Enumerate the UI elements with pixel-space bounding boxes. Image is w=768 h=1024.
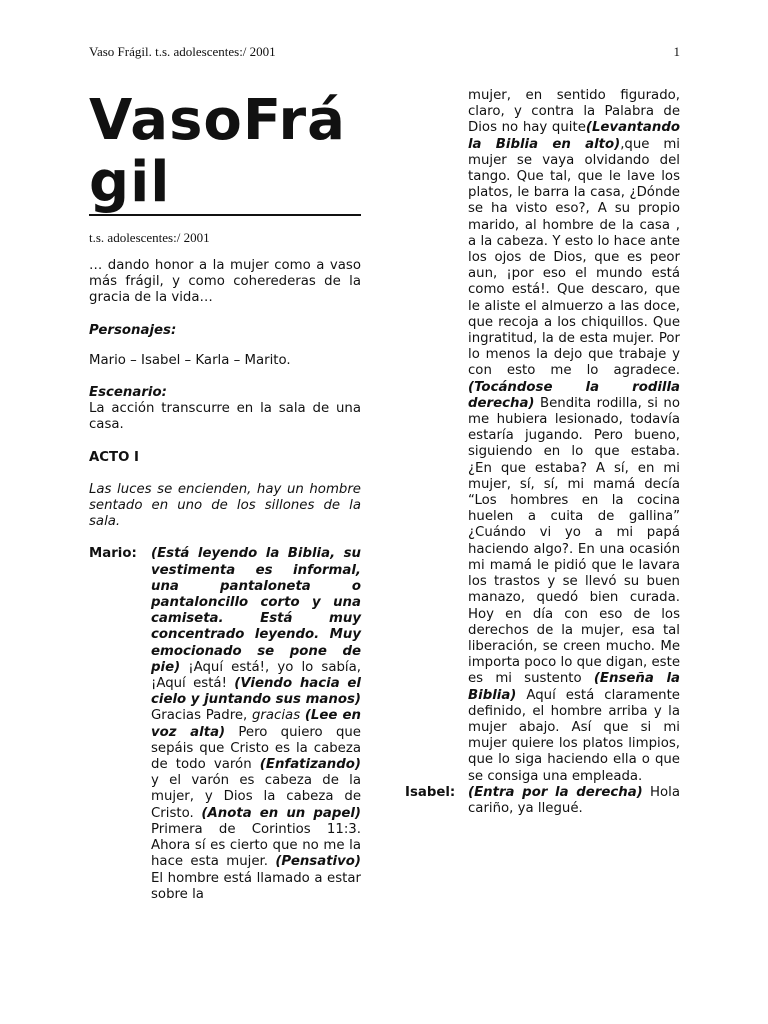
subtitle: t.s. adolescentes:/ 2001 xyxy=(89,230,210,245)
page-number: 1 xyxy=(673,44,680,59)
right-column xyxy=(405,88,680,817)
isabel-speech xyxy=(405,785,680,817)
escenario-text: La acción transcurre en la sala de una casa. xyxy=(89,401,361,433)
escenario-heading: Escenario: xyxy=(89,385,167,401)
stage-direction: Las luces se encienden, hay un hombre sentado en uno de los sillones de la sala. xyxy=(89,481,361,530)
speaker-mario: Mario: xyxy=(89,546,137,562)
personajes-list: Mario – Isabel – Karla – Marito. xyxy=(89,352,291,368)
isabel-speech-text: (Entra por la derecha) Hola cariño, ya llegué. xyxy=(468,784,681,816)
mario-speech-text: (Está leyendo la Biblia, su vestimenta es informal, una pantaloneta o pantaloncillo corto y una camiseta. Está muy concentrado leyendo. Muy emocionado se pone de pie) ¡Aquí está!, yo lo sabía, ¡Aquí está! (Viendo hacia el cielo y juntando sus manos) Gracias Padre, gracias (Lee en voz alta) Pero quiero que sepáis que Cristo es la cabeza de todo varón (Enfatizando) y el varón es cabeza de la mujer, y Dios la cabeza de Cristo. (Anota en un papel) Primera de Corintios 11:3. Ahora sí es cierto que no me la hace esta mujer. (Pensativo) El hombre está llamado a estar sobre la xyxy=(151,546,361,902)
mario-speech-continued: mujer, en sentido figurado, claro, y contra la Palabra de Dios no hay quite(Levantando la Biblia en alto),que mi mujer se vaya olvidando del tango. Que tal, que le lave los platos, le barra la casa, ¿Dónde se ha visto eso?, A su propio marido, al hombre de la casa , a la cabeza. Y esto lo hace ante los ojos de Dios, que es peor aun, ¡por eso el mundo está como está!. Que descaro, que le aliste el almuerzo a las doce, que recoja a los chiquillos. Que ingratitud, la de esta mujer. Por lo menos la dejo que trabaje y con esto me lo agradece. (Tocándose la rodilla derecha) Bendita rodilla, si no me hubiera lesionado, todavía estaría jugando. Pero bueno, siguiendo en lo que estaba. ¿En que estaba? A sí, en mi mujer, sí, sí, mi mamá decía “Los hombres en la cocina huelen a cuita de gallina” ¿Cuándo vi yo a mi papá haciendo algo?. En una ocasión mi mamá le pidió que le lavara los trastos y se llevó su buen manazo, quedó bien curada. Hoy en día con eso de los derechos de la mujer, esa tal liberación, se creen mucho. Me importa poco lo que digan, este es mi sustento (Enseña la Biblia) Aquí está claramente definido, el hombre arriba y la mujer abajo. Así que si mi mujer quiere los platos limpios, que lo siga haciendo ella o que se consiga una empleada. xyxy=(468,88,680,784)
mario-speech xyxy=(89,546,361,902)
personajes-heading: Personajes: xyxy=(89,322,177,338)
speaker-isabel: Isabel: xyxy=(405,784,456,800)
document-title: VasoFrágil xyxy=(89,90,361,216)
epigraph: … dando honor a la mujer como a vaso más frágil, y como coherederas de la gracia de la vida… xyxy=(89,258,361,306)
left-column xyxy=(89,90,361,903)
page-header xyxy=(89,44,680,64)
running-header: Vaso Frágil. t.s. adolescentes:/ 2001 xyxy=(89,44,276,59)
title-block xyxy=(89,90,361,216)
act-heading: ACTO I xyxy=(89,449,139,465)
